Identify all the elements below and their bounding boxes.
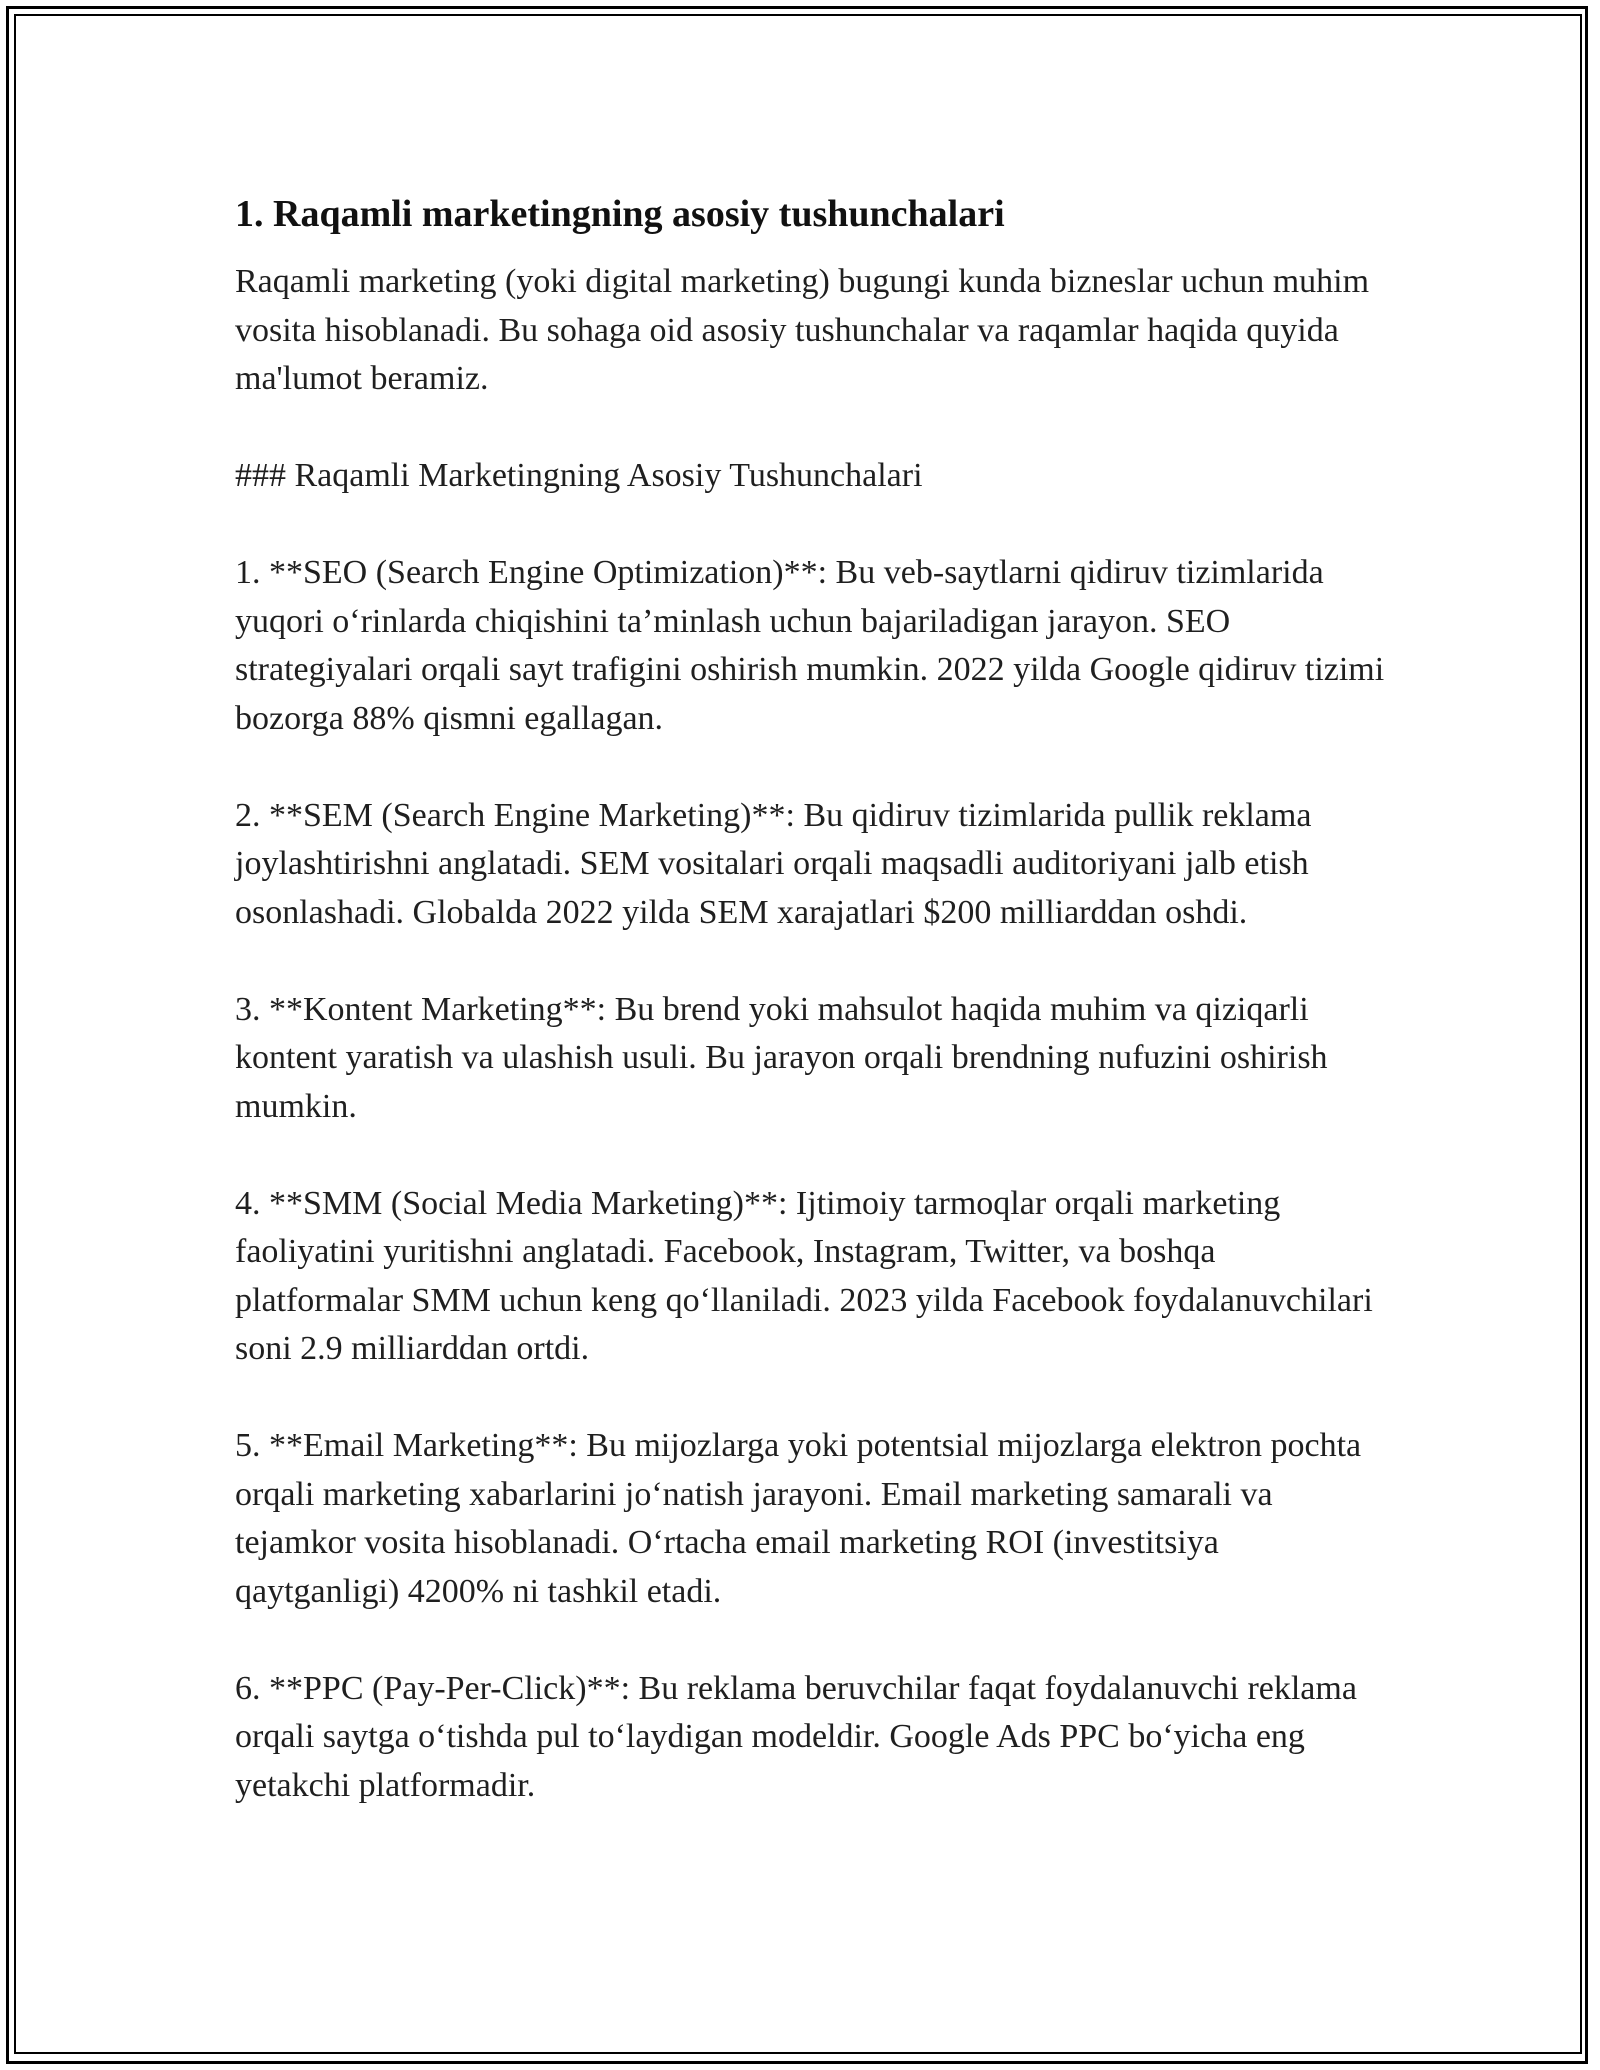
intro-paragraph: Raqamli marketing (yoki digital marketing) bugungi kunda bizneslar uchun muhim vosita hisoblanadi. Bu sohaga oid asosiy tushunchalar va raqamlar haqida quyida ma'lumot beramiz. [235, 263, 1370, 397]
document-body [235, 188, 1385, 1859]
list-item-email-marketing: 5. **Email Marketing**: Bu mijozlarga yoki potentsial mijozlarga elektron pochta orqali marketing xabarlarini jo‘natish jarayoni. Email marketing samarali va tejamkor vosita hisoblanadi. O‘rtacha email marketing ROI (investitsiya qaytganligi) 4200% ni tashkil etadi. [235, 1427, 1362, 1610]
list-item-sem: 2. **SEM (Search Engine Marketing)**: Bu qidiruv tizimlarida pullik reklama joylashtirishni anglatadi. SEM vositalari orqali maqsadli auditoriyani jalb etish osonlashadi. Globalda 2022 yilda SEM xarajatlari $200 milliarddan oshdi. [235, 796, 1312, 931]
list-item-smm: 4. **SMM (Social Media Marketing)**: Ijtimoiy tarmoqlar orqali marketing faoliyatini yuritishni anglatadi. Facebook, Instagram, Twitter, va boshqa platformalar SMM uchun keng qo‘llaniladi. 2023 yilda Facebook foydalanuvchilari soni 2.9 milliarddan ortdi. [235, 1184, 1373, 1367]
list-item-kontent-marketing: 3. **Kontent Marketing**: Bu brend yoki mahsulot haqida muhim va qiziqarli kontent yaratish va ulashish usuli. Bu jarayon orqali brendning nufuzini oshirish mumkin. [235, 990, 1328, 1125]
section-heading: 1. Raqamli marketingning asosiy tushunchalari [235, 193, 1005, 235]
list-item-ppc: 6. **PPC (Pay-Per-Click)**: Bu reklama beruvchilar faqat foydalanuvchi reklama orqali saytga o‘tishda pul to‘laydigan modeldir. Google Ads PPC bo‘yicha eng yetakchi platformadir. [235, 1669, 1357, 1804]
list-item-seo: 1. **SEO (Search Engine Optimization)**: Bu veb-saytlarni qidiruv tizimlarida yuqori o‘rinlarda chiqishini ta’minlash uchun bajariladigan jarayon. SEO strategiyalari orqali sayt trafigini oshirish mumkin. 2022 yilda Google qidiruv tizimi bozorga 88% qismni egallagan. [235, 554, 1385, 737]
subheading-paragraph: ### Raqamli Marketingning Asosiy Tushunchalari [235, 457, 923, 494]
